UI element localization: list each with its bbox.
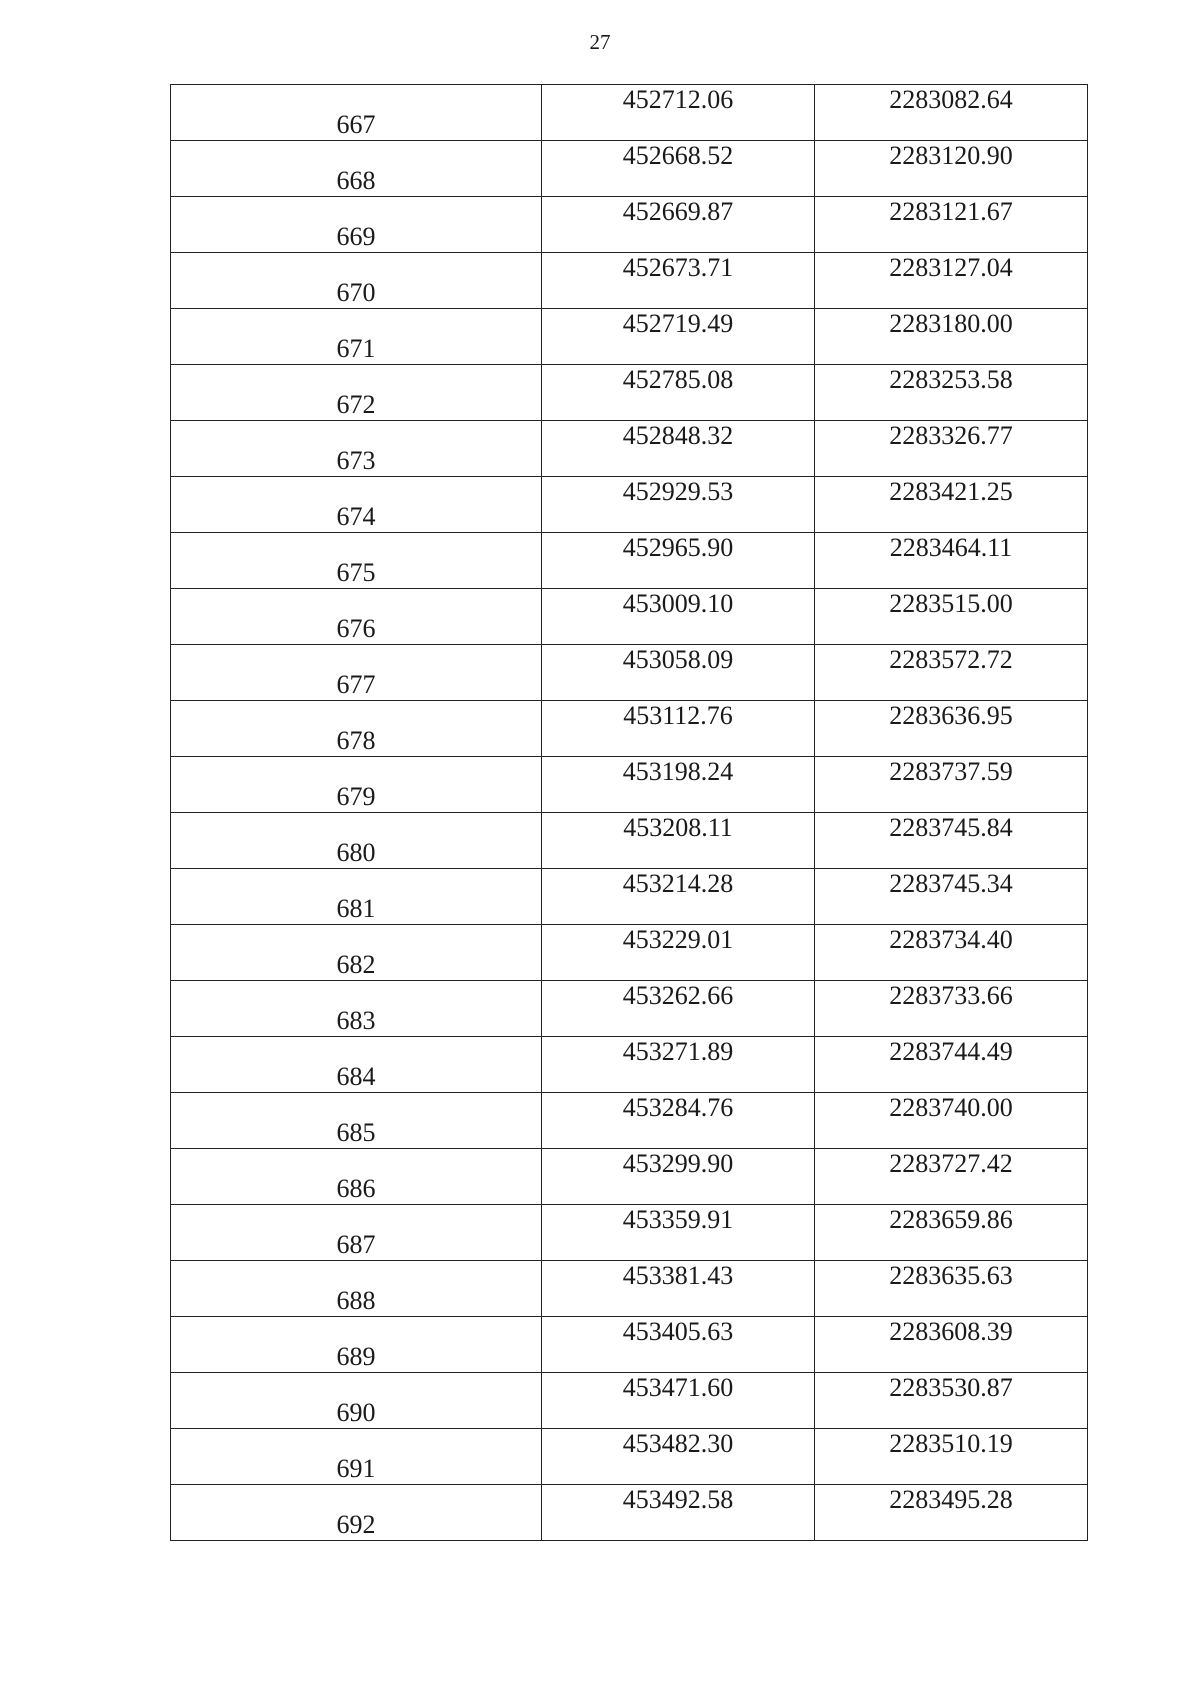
table-row xyxy=(171,1205,1088,1261)
y-coordinate-cell: 2283659.86 xyxy=(815,1205,1088,1261)
y-coordinate-cell: 2283495.28 xyxy=(815,1485,1088,1541)
point-number-cell: 677 xyxy=(171,645,542,701)
y-coordinate-cell: 2283572.72 xyxy=(815,645,1088,701)
x-coordinate-cell: 453471.60 xyxy=(542,1373,815,1429)
x-coordinate-cell: 453208.11 xyxy=(542,813,815,869)
x-coordinate-cell: 453112.76 xyxy=(542,701,815,757)
table-row xyxy=(171,85,1088,141)
point-number-cell: 680 xyxy=(171,813,542,869)
y-coordinate-cell: 2283745.34 xyxy=(815,869,1088,925)
table-row xyxy=(171,365,1088,421)
y-coordinate-cell: 2283744.49 xyxy=(815,1037,1088,1093)
x-coordinate-cell: 452712.06 xyxy=(542,85,815,141)
table-row xyxy=(171,197,1088,253)
x-coordinate-cell: 453198.24 xyxy=(542,757,815,813)
x-coordinate-cell: 453262.66 xyxy=(542,981,815,1037)
y-coordinate-cell: 2283635.63 xyxy=(815,1261,1088,1317)
y-coordinate-cell: 2283745.84 xyxy=(815,813,1088,869)
x-coordinate-cell: 452785.08 xyxy=(542,365,815,421)
table-row xyxy=(171,1485,1088,1541)
y-coordinate-cell: 2283737.59 xyxy=(815,757,1088,813)
x-coordinate-cell: 452929.53 xyxy=(542,477,815,533)
table-row xyxy=(171,1149,1088,1205)
x-coordinate-cell: 452719.49 xyxy=(542,309,815,365)
point-number-cell: 667 xyxy=(171,85,542,141)
y-coordinate-cell: 2283421.25 xyxy=(815,477,1088,533)
point-number-cell: 685 xyxy=(171,1093,542,1149)
table-row xyxy=(171,421,1088,477)
point-number-cell: 682 xyxy=(171,925,542,981)
point-number-cell: 692 xyxy=(171,1485,542,1541)
x-coordinate-cell: 453482.30 xyxy=(542,1429,815,1485)
y-coordinate-cell: 2283121.67 xyxy=(815,197,1088,253)
y-coordinate-cell: 2283740.00 xyxy=(815,1093,1088,1149)
point-number-cell: 687 xyxy=(171,1205,542,1261)
x-coordinate-cell: 452668.52 xyxy=(542,141,815,197)
y-coordinate-cell: 2283733.66 xyxy=(815,981,1088,1037)
table-row xyxy=(171,589,1088,645)
point-number-cell: 678 xyxy=(171,701,542,757)
point-number-cell: 672 xyxy=(171,365,542,421)
x-coordinate-cell: 453299.90 xyxy=(542,1149,815,1205)
x-coordinate-cell: 453009.10 xyxy=(542,589,815,645)
x-coordinate-cell: 452673.71 xyxy=(542,253,815,309)
point-number-cell: 676 xyxy=(171,589,542,645)
x-coordinate-cell: 452669.87 xyxy=(542,197,815,253)
x-coordinate-cell: 453359.91 xyxy=(542,1205,815,1261)
y-coordinate-cell: 2283464.11 xyxy=(815,533,1088,589)
table-row xyxy=(171,925,1088,981)
coordinates-table xyxy=(170,84,1088,1541)
y-coordinate-cell: 2283326.77 xyxy=(815,421,1088,477)
table-row xyxy=(171,1317,1088,1373)
table-row xyxy=(171,533,1088,589)
y-coordinate-cell: 2283127.04 xyxy=(815,253,1088,309)
point-number-cell: 686 xyxy=(171,1149,542,1205)
y-coordinate-cell: 2283253.58 xyxy=(815,365,1088,421)
point-number-cell: 683 xyxy=(171,981,542,1037)
y-coordinate-cell: 2283727.42 xyxy=(815,1149,1088,1205)
coordinates-table-body xyxy=(171,85,1088,1541)
x-coordinate-cell: 453284.76 xyxy=(542,1093,815,1149)
table-row xyxy=(171,477,1088,533)
point-number-cell: 670 xyxy=(171,253,542,309)
table-row xyxy=(171,1429,1088,1485)
y-coordinate-cell: 2283608.39 xyxy=(815,1317,1088,1373)
table-row xyxy=(171,757,1088,813)
y-coordinate-cell: 2283636.95 xyxy=(815,701,1088,757)
y-coordinate-cell: 2283530.87 xyxy=(815,1373,1088,1429)
point-number-cell: 690 xyxy=(171,1373,542,1429)
point-number-cell: 673 xyxy=(171,421,542,477)
point-number-cell: 671 xyxy=(171,309,542,365)
point-number-cell: 684 xyxy=(171,1037,542,1093)
x-coordinate-cell: 453058.09 xyxy=(542,645,815,701)
x-coordinate-cell: 453492.58 xyxy=(542,1485,815,1541)
point-number-cell: 679 xyxy=(171,757,542,813)
table-row xyxy=(171,1093,1088,1149)
x-coordinate-cell: 452965.90 xyxy=(542,533,815,589)
y-coordinate-cell: 2283510.19 xyxy=(815,1429,1088,1485)
point-number-cell: 691 xyxy=(171,1429,542,1485)
point-number-cell: 668 xyxy=(171,141,542,197)
x-coordinate-cell: 452848.32 xyxy=(542,421,815,477)
table-row xyxy=(171,309,1088,365)
point-number-cell: 689 xyxy=(171,1317,542,1373)
y-coordinate-cell: 2283515.00 xyxy=(815,589,1088,645)
table-row xyxy=(171,813,1088,869)
y-coordinate-cell: 2283734.40 xyxy=(815,925,1088,981)
point-number-cell: 674 xyxy=(171,477,542,533)
point-number-cell: 675 xyxy=(171,533,542,589)
table-row xyxy=(171,1261,1088,1317)
table-row xyxy=(171,869,1088,925)
point-number-cell: 669 xyxy=(171,197,542,253)
point-number-cell: 681 xyxy=(171,869,542,925)
table-row xyxy=(171,701,1088,757)
table-row xyxy=(171,645,1088,701)
table-row xyxy=(171,981,1088,1037)
x-coordinate-cell: 453381.43 xyxy=(542,1261,815,1317)
x-coordinate-cell: 453229.01 xyxy=(542,925,815,981)
y-coordinate-cell: 2283120.90 xyxy=(815,141,1088,197)
x-coordinate-cell: 453405.63 xyxy=(542,1317,815,1373)
table-row xyxy=(171,141,1088,197)
y-coordinate-cell: 2283082.64 xyxy=(815,85,1088,141)
x-coordinate-cell: 453214.28 xyxy=(542,869,815,925)
point-number-cell: 688 xyxy=(171,1261,542,1317)
y-coordinate-cell: 2283180.00 xyxy=(815,309,1088,365)
table-row xyxy=(171,1373,1088,1429)
x-coordinate-cell: 453271.89 xyxy=(542,1037,815,1093)
table-row xyxy=(171,1037,1088,1093)
page-number: 27 xyxy=(589,30,611,54)
table-row xyxy=(171,253,1088,309)
